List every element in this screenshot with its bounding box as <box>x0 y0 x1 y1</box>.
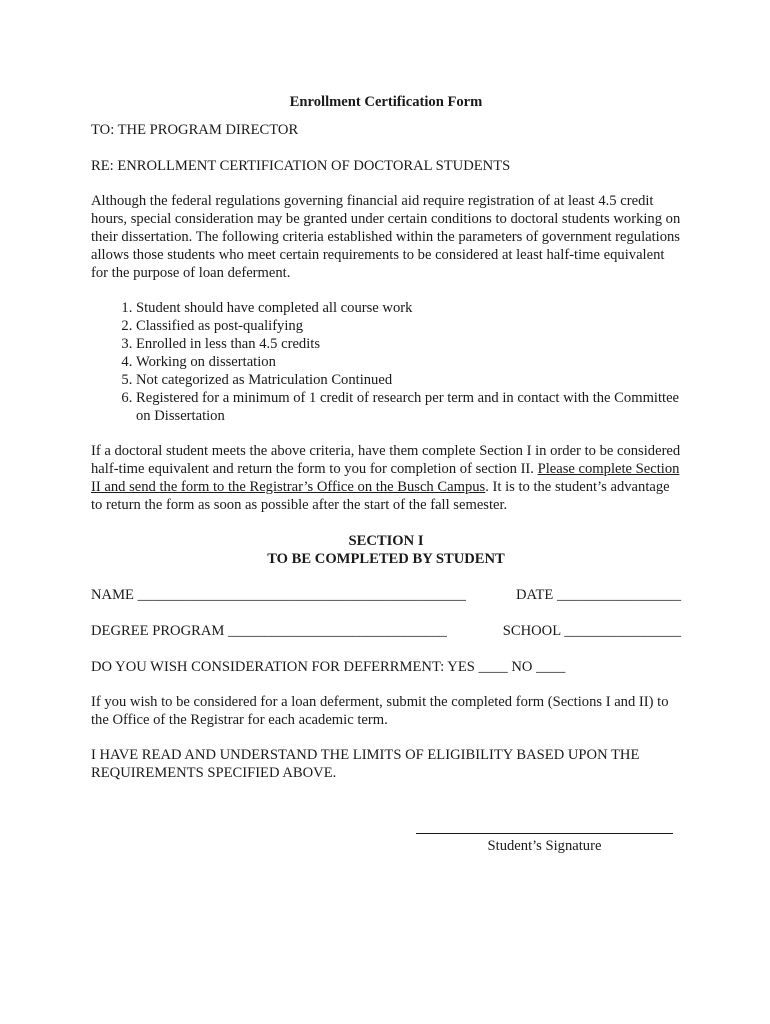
form-title: Enrollment Certification Form <box>289 94 483 110</box>
deferment-row <box>91 658 681 676</box>
criteria-list <box>91 299 681 425</box>
signature-block <box>416 833 673 855</box>
section-heading <box>91 532 681 568</box>
name-date-row <box>91 586 681 604</box>
acknowledgement-paragraph: I HAVE READ AND UNDERSTAND THE LIMITS OF ELIGIBILITY BASED UPON THE REQUIREMENTS SPECIFIED ABOVE. <box>91 747 640 781</box>
name-field[interactable]: NAME _____________________________________________ <box>91 587 466 603</box>
criteria-item: 2. Classified as post-qualifying <box>136 317 681 335</box>
instructions-text: If a doctoral student meets the above criteria, have them complete Section I in order to be considered half-time equivalent and return the form to you for completion of section II. <box>91 443 681 477</box>
date-field[interactable]: DATE _________________ <box>516 587 681 603</box>
deferment-field[interactable]: DO YOU WISH CONSIDERATION FOR DEFERRMENT: YES ____ NO ____ <box>91 659 566 675</box>
instructions-text-end: . It is to the student’s advantage to return the form as soon as possible after the start of the fall semester. <box>91 479 670 513</box>
criteria-item: 3. Enrolled in less than 4.5 credits <box>136 335 681 353</box>
document-page <box>91 93 681 854</box>
section-title: SECTION I <box>348 533 424 549</box>
re-line: RE: ENROLLMENT CERTIFICATION OF DOCTORAL STUDENTS <box>91 158 511 174</box>
signature-line[interactable] <box>416 833 673 834</box>
instructions-underlined-text: Please complete Section II and send the form to the Registrar’s Office on the Busch Campus <box>91 461 680 495</box>
criteria-item: 6. Registered for a minimum of 1 credit of research per term and in contact with the Committee on Dissertation <box>136 389 681 425</box>
degree-school-row <box>91 622 681 640</box>
instructions-paragraph <box>91 442 681 514</box>
to-line: TO: THE PROGRAM DIRECTOR <box>91 122 299 138</box>
intro-paragraph: Although the federal regulations governing financial aid require registration of at least 4.5 credit hours, special consideration may be granted under certain conditions to doctoral students working on their dissertation. The following criteria established within the parameters of government regulations allows those students who meet certain requirements to be considered at least half-time equivalent for the purpose of loan deferment. <box>91 193 681 281</box>
degree-program-field[interactable]: DEGREE PROGRAM ______________________________ <box>91 623 447 639</box>
criteria-item: 4. Working on dissertation <box>136 353 681 371</box>
criteria-item: 5. Not categorized as Matriculation Continued <box>136 371 681 389</box>
section-subtitle: TO BE COMPLETED BY STUDENT <box>267 551 505 567</box>
signature-label: Student’s Signature <box>487 838 602 854</box>
criteria-item: 1. Student should have completed all course work <box>136 299 681 317</box>
submit-paragraph: If you wish to be considered for a loan deferment, submit the completed form (Sections I and II) to the Office of the Registrar for each academic term. <box>91 694 669 728</box>
school-field[interactable]: SCHOOL ________________ <box>502 623 681 639</box>
